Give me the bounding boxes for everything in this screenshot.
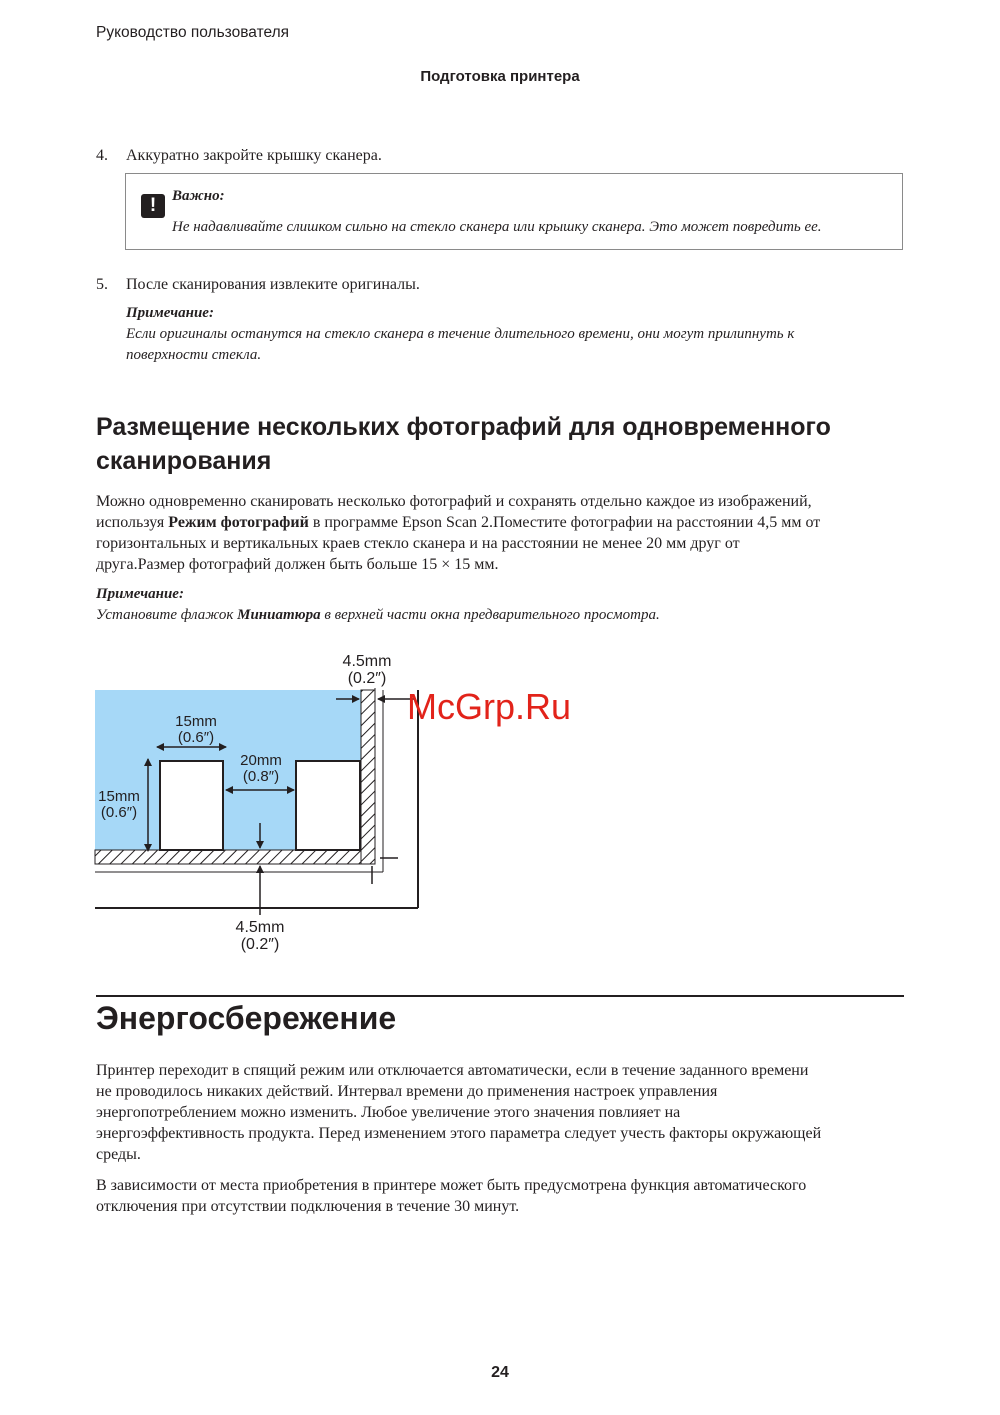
bottom-edge-hatch bbox=[95, 850, 361, 864]
right-edge-hatch bbox=[361, 690, 375, 864]
paragraph-line: отключения при отсутствии подключения в течение 30 минут. bbox=[96, 1198, 520, 1215]
paragraph-line: друга.Размер фотографий должен быть больше 15 × 15 мм. bbox=[96, 556, 499, 573]
page-number: 24 bbox=[491, 1364, 509, 1381]
paragraph-line: среды. bbox=[96, 1146, 141, 1163]
step-number: 5. bbox=[96, 276, 108, 293]
exclamation-icon: ! bbox=[141, 194, 165, 218]
energy-paragraph-2 bbox=[96, 1175, 806, 1217]
paragraph-line: В зависимости от места приобретения в принтере может быть предусмотрена функция автоматического bbox=[96, 1177, 807, 1194]
paragraph-line: энергоэффективность продукта. Перед изменением этого параметра следует учесть факторы окружающей bbox=[96, 1125, 822, 1142]
important-text: Не надавливайте слишком сильно на стекло сканера или крышку сканера. Это может повредить ее. bbox=[172, 219, 822, 235]
note-text bbox=[126, 324, 794, 366]
note-line: поверхности стекла. bbox=[126, 347, 262, 363]
text-run: в верхней части окна предварительного просмотра. bbox=[320, 607, 660, 623]
photo-2 bbox=[296, 761, 360, 850]
photo-mode-term: Режим фотографий bbox=[168, 514, 309, 531]
text-run: используя bbox=[96, 514, 169, 531]
paragraph-line: Можно одновременно сканировать несколько фотографий и сохранять отдельно каждое из изображений, bbox=[96, 493, 812, 510]
section-divider bbox=[96, 995, 904, 997]
step-text: После сканирования извлеките оригиналы. bbox=[126, 276, 420, 293]
note-text bbox=[96, 605, 660, 626]
note-title: Примечание: bbox=[96, 586, 184, 602]
heading-line: Размещение нескольких фотографий для одновременного bbox=[96, 413, 831, 441]
important-callout bbox=[125, 173, 903, 250]
section-title: Подготовка принтера bbox=[420, 68, 580, 85]
gap-in: (0.8″) bbox=[242, 768, 280, 785]
note-title: Примечание: bbox=[126, 305, 214, 321]
step-text: Аккуратно закройте крышку сканера. bbox=[126, 147, 382, 164]
photo-width-in: (0.6″) bbox=[177, 729, 215, 746]
gap-mm: 20mm bbox=[240, 752, 282, 769]
manual-title: Руководство пользователя bbox=[96, 24, 290, 41]
top-margin-mm: 4.5mm bbox=[342, 653, 392, 670]
photo-width-mm: 15mm bbox=[175, 713, 217, 730]
bottom-margin-in: (0.2″) bbox=[240, 936, 280, 953]
photo-height-in: (0.6″) bbox=[100, 804, 138, 821]
text-run: Установите флажок bbox=[96, 607, 238, 623]
paragraph-line bbox=[96, 512, 820, 533]
photo-1 bbox=[160, 761, 223, 850]
thumbnail-term: Миниатюра bbox=[237, 607, 321, 623]
energy-paragraph-1 bbox=[96, 1060, 821, 1165]
paragraph-line: энергопотреблением можно изменить. Любое увеличение этого значения повлияет на bbox=[96, 1104, 681, 1121]
heading-line: сканирования bbox=[96, 447, 272, 475]
text-run: в программе Epson Scan 2.Поместите фотографии на расстоянии 4,5 мм от bbox=[308, 514, 821, 531]
bottom-margin-mm: 4.5mm bbox=[235, 919, 285, 936]
photo-height-mm: 15mm bbox=[98, 788, 140, 805]
paragraph-line: Принтер переходит в спящий режим или отключается автоматически, если в течение заданного времени bbox=[96, 1062, 809, 1079]
note-line: Если оригиналы останутся на стекло сканера в течение длительного времени, они могут прилипнуть к bbox=[126, 326, 795, 342]
top-margin-in: (0.2″) bbox=[347, 670, 387, 687]
important-title: Важно: bbox=[172, 188, 225, 204]
paragraph-line: горизонтальных и вертикальных краев стекло сканера и на расстоянии не менее 20 мм друг от bbox=[96, 535, 740, 552]
watermark: McGrp.Ru bbox=[407, 686, 572, 727]
section-heading-energy: Энергосбережение bbox=[96, 1000, 397, 1036]
step-number: 4. bbox=[96, 147, 108, 164]
paragraph-line: не проводилось никаких действий. Интервал времени до применения настроек управления bbox=[96, 1083, 718, 1100]
section-heading-multi-photo bbox=[96, 410, 916, 478]
multi-photo-paragraph bbox=[96, 491, 820, 575]
